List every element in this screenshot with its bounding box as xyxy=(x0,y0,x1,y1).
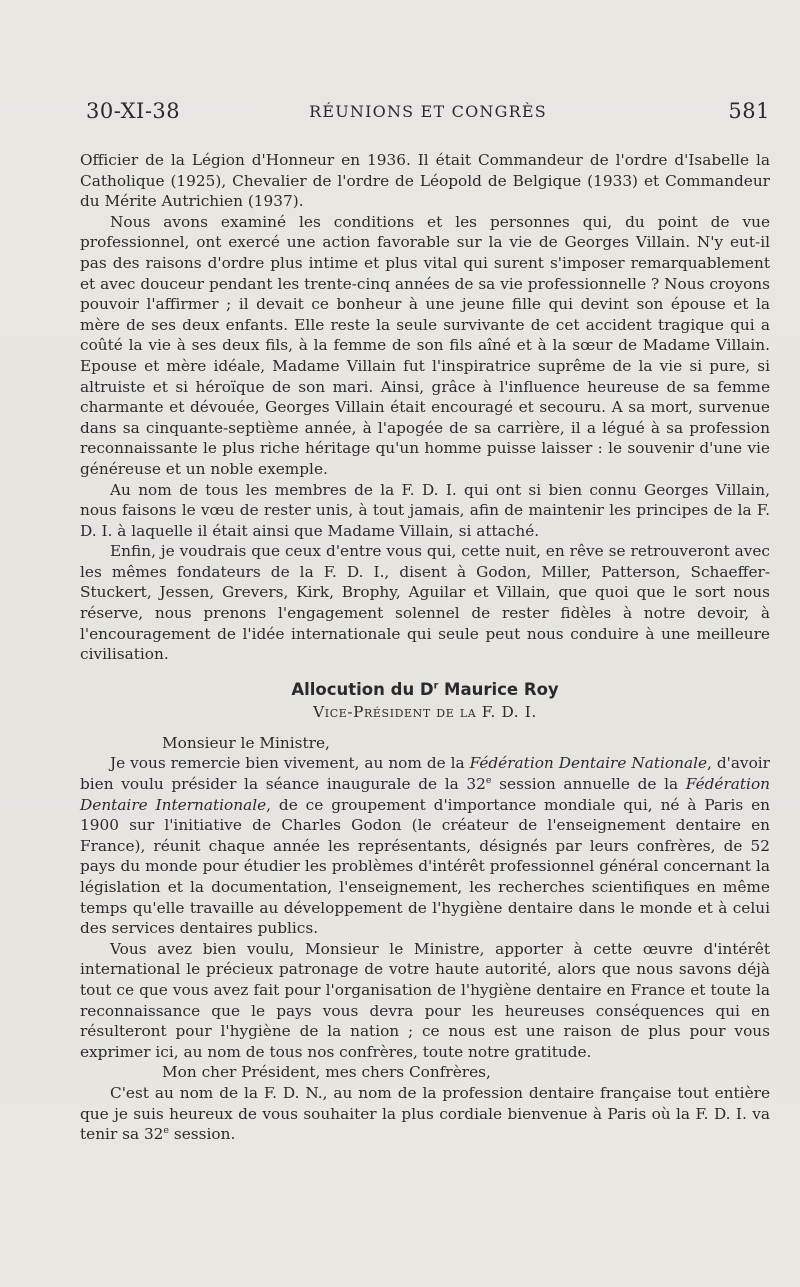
p7-a: C'est au nom de la F. D. N., au nom de la profession dentaire française tout entière que je suis heureux de vous souhaiter la plus cordiale bienvenue à Paris où la F. D. I. va tenir sa 32 xyxy=(80,1083,770,1144)
paragraph-thanks xyxy=(80,753,770,938)
p5-d: , de ce groupement d'importance mondiale qui, né à Paris en 1900 sur l'initiative de Charles Godon (le créateur de l'enseignement dentaire en France), réunit chaque année les représentants, désignés par leurs confrères, de 52 pays du monde pour étudier les problèmes d'intérêt professionnel général concernant la législation et la documentation, l'enseignement, les recherches scientifiques en même temps qu'elle travaille au développement de l'hygiène dentaire dans le monde et à celui des services dentaires publics. xyxy=(80,795,770,938)
title-pre: Allocution du D xyxy=(291,679,434,699)
running-header xyxy=(86,99,770,133)
title-sup: r xyxy=(433,680,439,692)
paragraph-fdi-vow: Au nom de tous les membres de la F. D. I. qui ont si bien connu Georges Villain, nous faisons le vœu de rester unis, à tout jamais, afin de maintenir les principes de la F. D. I. à laquelle il était ainsi que Madame Villain, si attaché. xyxy=(80,480,770,540)
salutation-minister: Monsieur le Ministre, xyxy=(162,733,330,752)
page-number: 581 xyxy=(728,99,770,123)
p7-sup: e xyxy=(163,1125,170,1137)
paragraph-welcome xyxy=(80,1083,770,1145)
p5-b: , d'avoir bien voulu présider la séance inaugurale de la 32 xyxy=(80,754,770,794)
body-text xyxy=(80,150,770,1145)
section-title xyxy=(80,679,770,701)
section-subtitle: Vice-Président de la F. D. I. xyxy=(313,702,537,721)
p5-c: session annuelle de la xyxy=(491,775,686,794)
p7-b: session. xyxy=(169,1125,236,1144)
paragraph-founders: Enfin, je voudrais que ceux d'entre vous qui, cette nuit, en rêve se retrouveront avec les mêmes fondateurs de la F. D. I., disent à Godon, Miller, Patterson, Schaeffer-Stuckert, Jessen, Grevers, Kirk, Brophy, Aguilar et Villain, que quoi que le sort nous réserve, nous prenons l'engagement solennel de rester fidèles à notre devoir, à l'encouragement de l'idée internationale qui seule peut nous conduire à une meilleure civilisation. xyxy=(80,542,770,664)
title-post: Maurice Roy xyxy=(438,679,559,699)
p5-sup: e xyxy=(485,774,492,786)
p5-em-fdi: Fédération Dentaire Internationale xyxy=(80,775,771,814)
p5-a: Je vous remercie bien vivement, au nom de la xyxy=(110,754,470,773)
header-running-title: RÉUNIONS ET CONGRÈS xyxy=(309,102,547,121)
header-date: 30-XI-38 xyxy=(86,99,181,123)
p5-em-fdn: Fédération Dentaire Nationale xyxy=(469,754,708,773)
paragraph-patronage: Vous avez bien voulu, Monsieur le Ministre, apporter à cette œuvre d'intérêt international le précieux patronage de votre haute autorité, alors que nous savons déjà tout ce que vous avez fait pour l'organisation de l'hygiène dentaire en France et toute la reconnaissance que le pays vous devra pour les heureuses conséquences qui en résulteront pour l'hygiène de la nation ; ce nous est une raison de plus pour vous exprimer ici, au nom de tous nos confrères, toute notre gratitude. xyxy=(80,939,770,1061)
salutation-president: Mon cher Président, mes chers Confrères, xyxy=(162,1063,491,1082)
paragraph-madame-villain: Nous avons examiné les conditions et les personnes qui, du point de vue professionnel, ont exercé une action favorable sur la vie de Georges Villain. N'y eut-il pas des raisons d'ordre plus intime et plus vital qui surent s'imposer remarquablement et avec douceur pendant les trente-cinq années de sa vie professionnelle ? Nous croyons pouvoir l'affirmer ; il devait ce bonheur à une jeune fille qui devint son épouse et la mère de ses deux enfants. Elle reste la seule survivante de cet accident tragique qui a coûté la vie à ses deux fils, à la femme de son fils aîné et à la sœur de Madame Villain. Epouse et mère idéale, Madame Villain fut l'inspiratrice suprême de la vie si pure, si altruiste et si héroïque de son mari. Ainsi, grâce à l'influence heureuse de sa femme charmante et dévouée, Georges Villain était encouragé et secouru. A sa mort, survenue dans sa cinquante-septième année, à l'apogée de sa carrière, il a légué à sa profession reconnaissante le plus riche héritage qu'un homme puisse laisser : le souvenir d'une vie généreuse et un noble exemple. xyxy=(80,212,770,478)
paragraph-honours: Officier de la Légion d'Honneur en 1936. Il était Commandeur de l'ordre d'Isabelle la Catholique (1925), Chevalier de l'ordre de Léopold de Belgique (1933) et Commandeur du Mérite Autrichien (1937). xyxy=(80,151,770,211)
